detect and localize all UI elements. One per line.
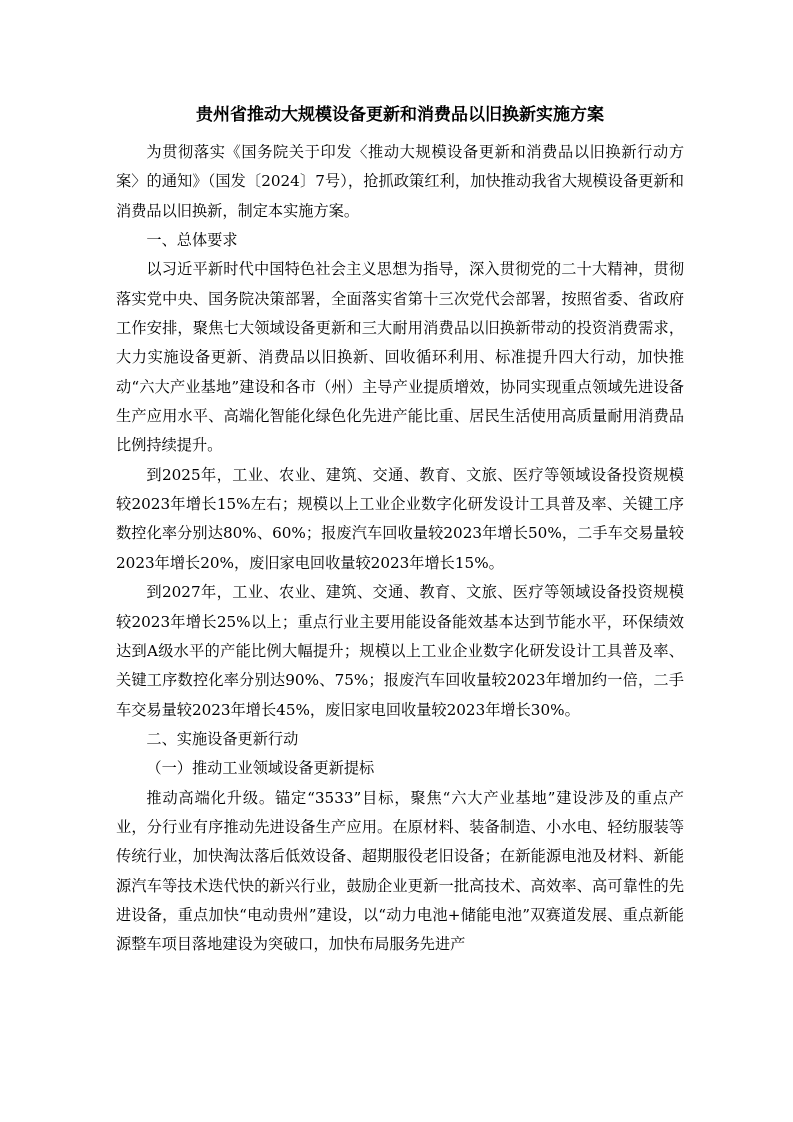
section-heading: 二、实施设备更新行动	[146, 729, 299, 748]
document-body	[116, 138, 684, 960]
body-paragraph: 到2025年，工业、农业、建筑、交通、教育、文旅、医疗等领域设备投资规模较2023年增长15%左右；规模以上工业企业数字化研发设计工具普及率、关键工序数控化率分别达80%、60%；报废汽车回收量较2023年增长50%，二手车交易量较2023年增长20%，废旧家电回收量较2023年增长15%。	[116, 465, 684, 572]
body-paragraph: 到2027年，工业、农业、建筑、交通、教育、文旅、医疗等领域设备投资规模较2023年增长25%以上；重点行业主要用能设备能效基本达到节能水平，环保绩效达到A级水平的产能比例大幅提升；规模以上工业企业数字化研发设计工具普及率、关键工序数控化率分别达90%、75%；报废汽车回收量较2023年增加约一倍，二手车交易量较2023年增长45%，废旧家电回收量较2023年增长30%。	[116, 583, 684, 719]
subsection-heading: （一）推动工业领域设备更新提标	[146, 759, 375, 778]
body-paragraph: 推动高端化升级。锚定“3533”目标，聚焦“六大产业基地”建设涉及的重点产业，分行业有序推动先进设备生产应用。在原材料、装备制造、小水电、轻纺服装等传统行业，加快淘汰落后低效设备、超期服役老旧设备；在新能源电池及材料、新能源汽车等技术迭代快的新兴行业，鼓励企业更新一批高技术、高效率、高可靠性的先进设备，重点加快“电动贵州”建设，以“动力电池+储能电池”双赛道发展、重点新能源整车项目落地建设为突破口，加快布局服务先进产	[116, 788, 684, 954]
body-paragraph: 以习近平新时代中国特色社会主义思想为指导，深入贯彻党的二十大精神，贯彻落实党中央、国务院决策部署，全面落实省第十三次党代会部署，按照省委、省政府工作安排，聚焦七大领域设备更新和三大耐用消费品以旧换新带动的投资消费需求，大力实施设备更新、消费品以旧换新、回收循环利用、标准提升四大行动，加快推动“六大产业基地”建设和各市（州）主导产业提质增效，协同实现重点领域先进设备生产应用水平、高端化智能化绿色化先进产能比重、居民生活使用高质量耐用消费品比例持续提升。	[116, 260, 684, 455]
intro-paragraph: 为贯彻落实《国务院关于印发〈推动大规模设备更新和消费品以旧换新行动方案〉的通知》（国发〔2024〕7号），抢抓政策红利，加快推动我省大规模设备更新和消费品以旧换新，制定本实施方案。	[116, 143, 684, 220]
document-title: 贵州省推动大规模设备更新和消费品以旧换新实施方案	[196, 105, 604, 125]
section-heading: 一、总体要求	[146, 231, 238, 250]
